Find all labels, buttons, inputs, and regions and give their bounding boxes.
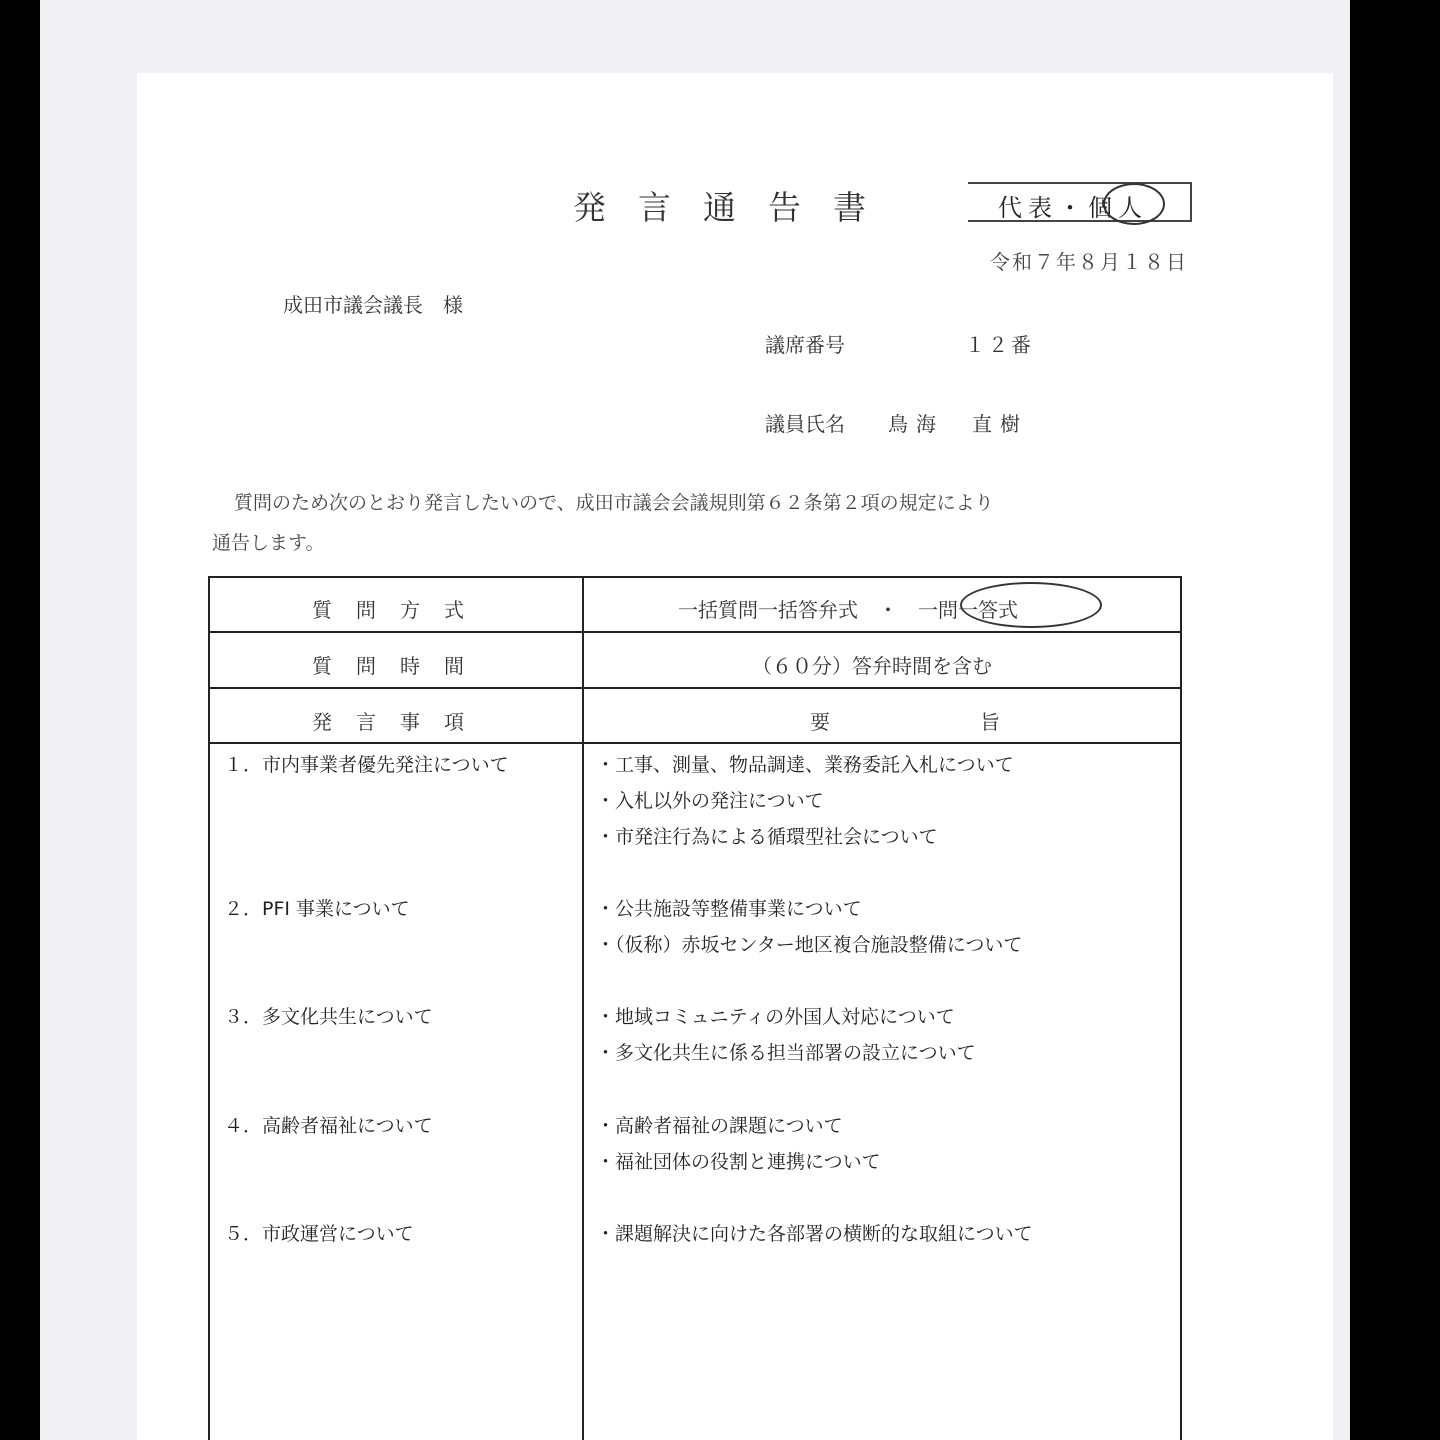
table-row-point: ・市発注行為による循環型社会について <box>596 826 938 848</box>
seat-number-value: １２番 <box>965 333 1034 357</box>
seat-number-label: 議席番号 <box>765 333 845 357</box>
table-divider <box>208 687 1182 689</box>
table-row-point: ・地域コミュニティの外国人対応について <box>596 1006 955 1028</box>
table-border-right <box>1180 576 1182 1440</box>
submission-date: 令和７年８月１８日 <box>990 250 1188 274</box>
table-row-point: ・課題解決に向けた各部署の横断的な取組について <box>596 1223 1033 1245</box>
time-label: 質問時間 <box>312 654 488 678</box>
summary-header: 要旨 <box>810 710 1150 734</box>
intro-paragraph-line1: 質問のため次のとおり発言したいので、成田市議会会議規則第６２条第２項の規定により <box>234 492 994 514</box>
table-row-topic: ５．市政運営について <box>224 1223 414 1245</box>
document-title: 発言通告書 <box>573 188 898 227</box>
items-header: 発言事項 <box>312 710 488 734</box>
table-row-point: ・（仮称）赤坂センター地区複合施設整備について <box>596 934 1023 956</box>
selected-type-circle <box>1103 183 1165 225</box>
table-row-point: ・入札以外の発注について <box>596 790 824 812</box>
time-value: （６０分）答弁時間を含む <box>752 654 992 678</box>
table-row-topic: ４．高齢者福祉について <box>224 1115 433 1137</box>
table-row-point: ・公共施設等整備事業について <box>596 898 862 920</box>
member-name-value: 鳥海 直樹 <box>888 412 1028 436</box>
selected-method-circle <box>960 582 1102 628</box>
table-border-left <box>208 576 210 1440</box>
table-border-top <box>208 576 1182 578</box>
type-selection-label: 代表・個人 <box>998 194 1148 222</box>
table-row-point: ・福祉団体の役割と連携について <box>596 1151 881 1173</box>
table-row-topic: ３．多文化共生について <box>224 1006 433 1028</box>
table-row-point: ・多文化共生に係る担当部署の設立について <box>596 1042 976 1064</box>
table-row-topic: ２．PFI 事業について <box>224 898 410 920</box>
intro-paragraph-line2: 通告します。 <box>212 532 325 554</box>
table-row-point: ・高齢者福祉の課題について <box>596 1115 843 1137</box>
table-row-topic: １．市内事業者優先発注について <box>224 754 509 776</box>
method-value: 一括質問一括答弁式 ・ 一問一答式 <box>678 598 1018 622</box>
member-name-label: 議員氏名 <box>765 412 845 436</box>
table-column-divider <box>582 576 584 1440</box>
table-divider <box>208 631 1182 633</box>
addressee: 成田市議会議長 様 <box>283 293 463 317</box>
table-divider <box>208 742 1182 744</box>
method-label: 質問方式 <box>312 598 488 622</box>
notice-table <box>208 576 1182 1440</box>
table-row-point: ・工事、測量、物品調達、業務委託入札について <box>596 754 1014 776</box>
